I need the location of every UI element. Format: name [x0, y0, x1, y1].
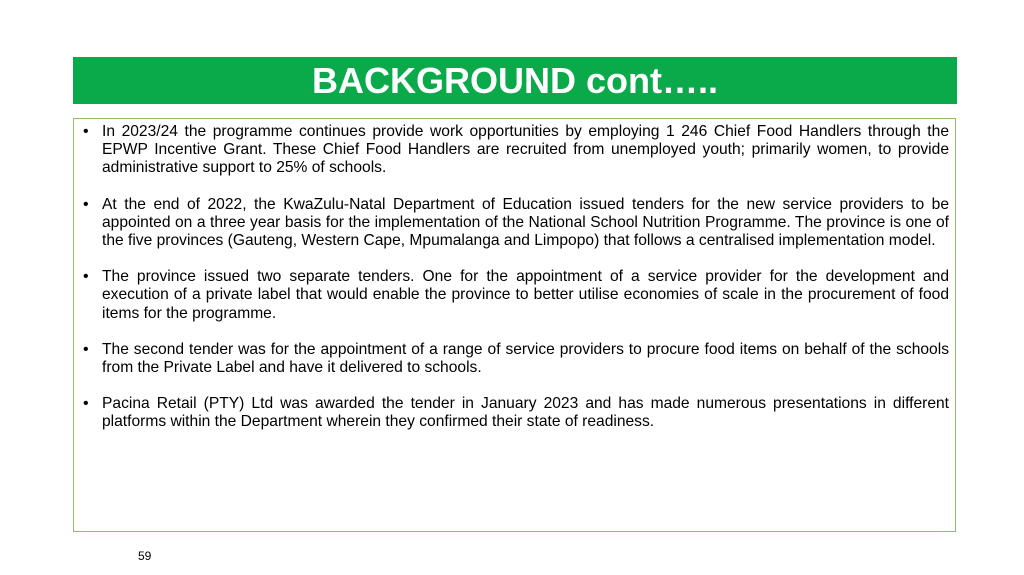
slide-title: BACKGROUND cont….. — [312, 60, 718, 101]
content-box — [73, 118, 956, 532]
bullet-icon: • — [83, 123, 89, 140]
bullet-text: At the end of 2022, the KwaZulu-Natal Department of Education issued tenders for the new service providers to be appointed on a three year basis for the implementation of the National School Nutrition Programme. The province is one of the five provinces (Gauteng, Western Cape, Mpumalanga and Limpopo) that follows a centralised implementation model. — [102, 195, 949, 250]
page-number: 59 — [138, 549, 152, 563]
bullet-text: The second tender was for the appointment of a range of service providers to procure food items on behalf of the schools from the Private Label and have it delivered to schools. — [102, 340, 949, 377]
bullet-item-3 — [83, 268, 949, 323]
bullet-icon: • — [83, 195, 89, 213]
bullet-text: In 2023/24 the programme continues provide work opportunities by employing 1 246 Chief Food Handlers through the EPWP Incentive Grant. These Chief Food Handlers are recruited from unemployed youth; primarily women, to provide administrative support to 25% of schools. — [102, 123, 949, 177]
bullet-icon: • — [83, 268, 89, 286]
bullet-item-2 — [83, 196, 949, 251]
bullet-text: Pacina Retail (PTY) Ltd was awarded the tender in January 2023 and has made numerous presentations in different platforms within the Department wherein they confirmed their state of readiness. — [102, 395, 949, 431]
title-banner — [73, 57, 957, 104]
bullet-item-5 — [83, 395, 949, 431]
bullet-item-4 — [83, 341, 949, 377]
bullet-icon: • — [83, 395, 89, 413]
bullet-item-1 — [83, 123, 949, 178]
bullet-icon: • — [83, 340, 89, 358]
bullet-list — [83, 123, 949, 450]
bullet-text: The province issued two separate tenders. One for the appointment of a service provider for the development and execution of a private label that would enable the province to better utilise economies of scale in the procurement of food items for the programme. — [102, 268, 949, 322]
